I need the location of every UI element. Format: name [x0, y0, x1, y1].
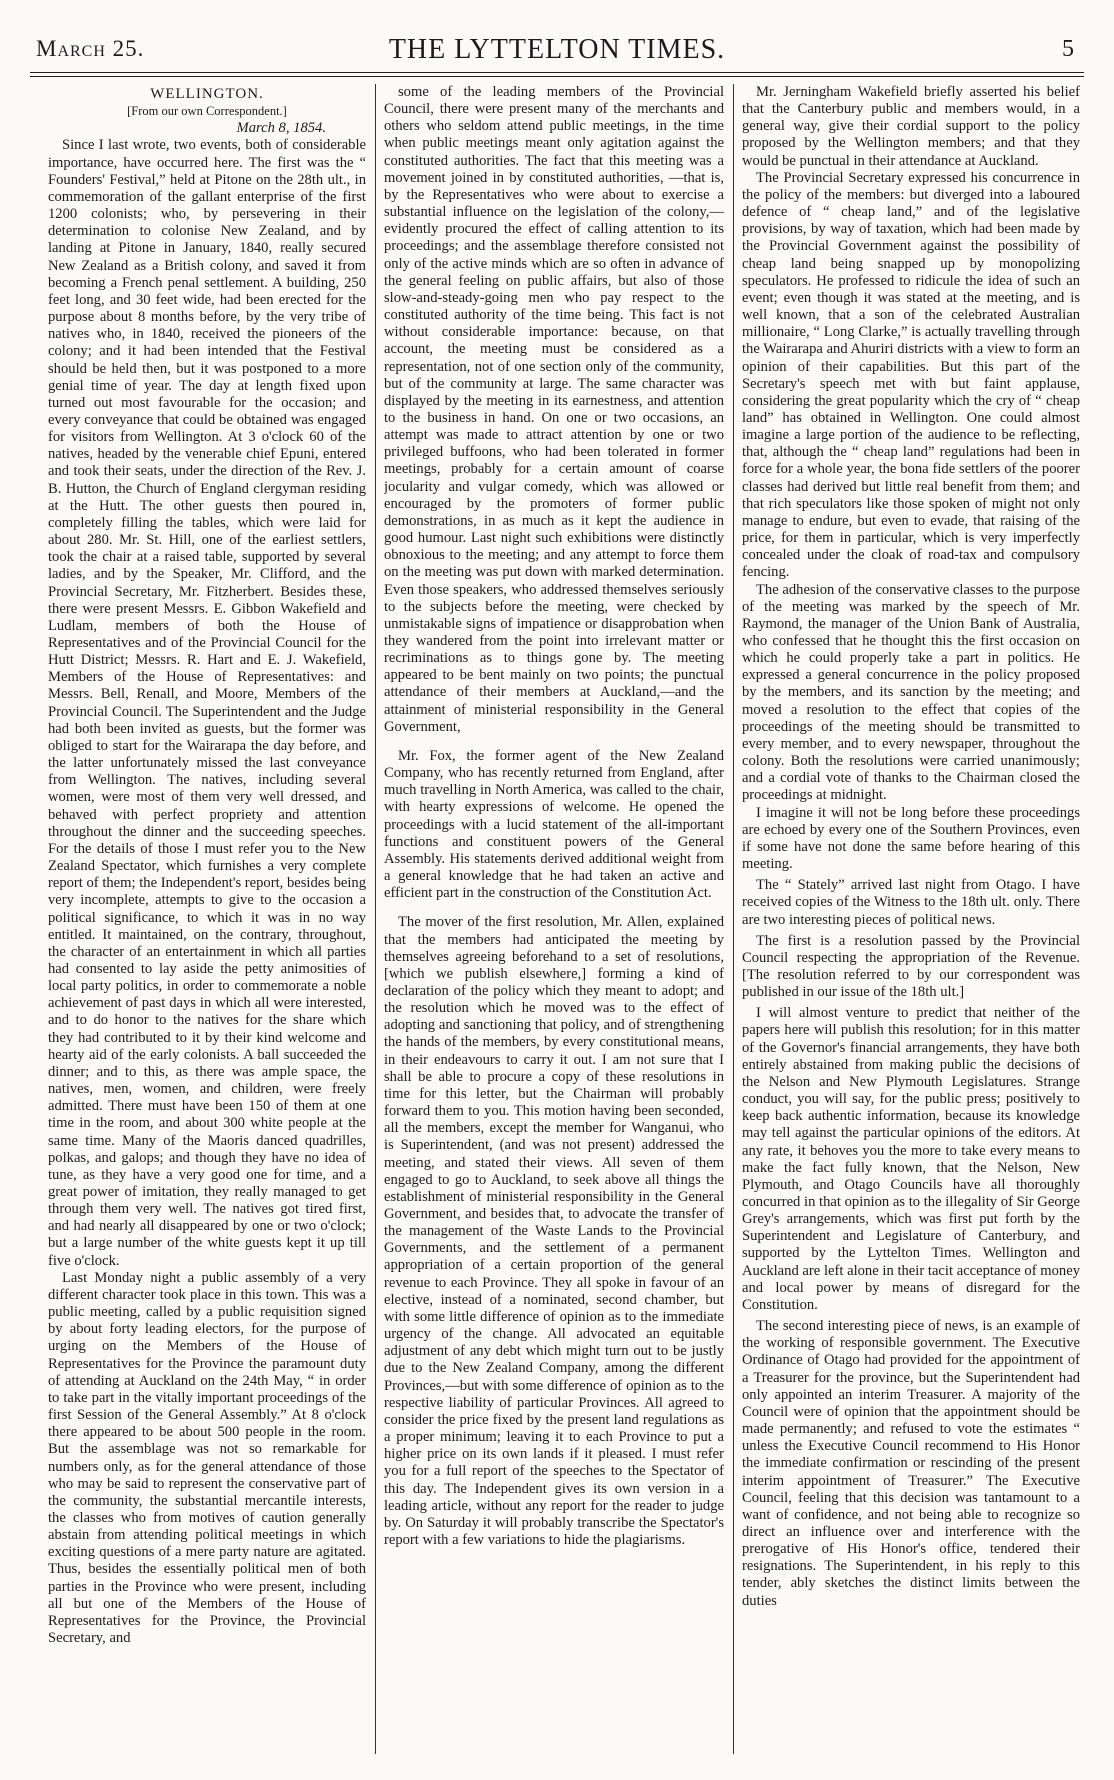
paragraph: I imagine it will not be long before these proceedings are echoed by every one of the Southern Provinces, even if some have not done the same before hearing of this meeting. — [742, 804, 1080, 873]
column-3 — [742, 84, 1080, 1764]
paragraph: Mr. Fox, the former agent of the New Zealand Company, who has recently returned from England, after much travelling in North America, was called to the chair, with hearty expressions of welcome. He opened the proceedings with a lucid statement of the all-important functions and constituent powers of the General Assembly. His statements derived additional weight from a general knowledge that he had taken an active and efficient part in the construction of the Constitution Act. — [384, 747, 724, 902]
newspaper-title: THE LYTTELTON TIMES. — [388, 34, 726, 65]
paragraph: I will almost venture to predict that neither of the papers here will publish this resolution; for in this matter of the Governor's financial arrangements, they have both entirely abstained from making public the decisions of the Nelson and New Plymouth Legislatures. Strange conduct, you will say, for the public press; positively to keep back authentic information, because its knowledge may tell against the particular opinions of the editors. At any rate, it behoves you the more to take every means to make the fact fully known, that the Nelson, New Plymouth, and Otago Councils have all thoroughly concurred in that opinion as to the illegality of Sir George Grey's arrangements, which was first put forth by the Superintendent and Legislature of Canterbury, and supported by the Lyttelton Times. Wellington and Auckland are left alone in their tacit acceptance of money and local power by means of disregard for the Constitution. — [742, 1005, 1080, 1313]
page-number: 5 — [1062, 36, 1074, 62]
article-heading: WELLINGTON. — [150, 86, 264, 102]
column-divider-2 — [733, 84, 734, 1754]
column-divider-1 — [375, 84, 376, 1754]
paragraph: Since I last wrote, two events, both of considerable importance, have occurred here. The first was the “ Founders' Festival,” held at Pitone on the 28th ult., in commemoration of the gallant enterprise of the first 1200 colonists; who, by persevering in their determination to colonise New Zealand, and by landing at Pitone in January, 1840, really secured New Zealand as a British colony, and saved it from becoming a French penal settlement. A building, 250 feet long, and 30 feet wide, had been erected for the purpose about 8 months before, by the very tribe of natives who, in 1840, received the pioneers of the colony; and it had been intended that the Festival should be held then, but it was postponed to a more genial time of year. The day at length fixed upon turned out most favourable for the occasion; and every conveyance that could be obtained was engaged for visitors from Wellington. At 3 o'clock 60 of the natives, headed by the venerable chief Epuni, entered and took their seats, under the direction of the Rev. J. B. Hutton, the Church of England clergyman residing at the Hutt. The other guests then poured in, completely filling the tables, which were laid for about 280. Mr. St. Hill, one of the earliest settlers, took the chair at a raised table, supported by several ladies, and by the Speaker, Mr. Clifford, and the Provincial Secretary, Mr. Fitzherbert. Besides these, there were present Messrs. E. Gibbon Wakefield and Ludlam, members of both the House of Representatives and of the Provincial Council for the Hutt District; Messrs. R. Hart and E. J. Wakefield, Members of the House of Representatives: and Messrs. Bell, Renall, and Moore, Members of the Provincial Council. The Superintendent and the Judge had both been invited as guests, but the former was obliged to start for the Wairarapa the day before, and the latter unfortunately missed the last conveyance from Wellington. The natives, including several women, were most of them very well dressed, and behaved with perfect propriety and attention throughout the dinner and the succeeding speeches. For the details of those I must refer you to the New Zealand Spectator, which furnishes a very complete report of them; the Independent's report, besides being very incomplete, attempts to give to the occasion a political significance, to which it was in no way entitled. It maintained, on the contrary, throughout, the character of an entertainment in which all parties had consented to lay aside the petty animosities of local party politics, in order to commemorate a noble achievement of past days in which all were interested, and to do honor to the natives for the share which they had contributed to it by their kind welcome and hearty aid of the early colonists. A ball succeeded the dinner; and to this, as there was ample space, the natives, men, women, and children, were freely admitted. There must have been 150 of them at one time in the room, and about 300 white people at the same time. Many of the Maoris danced quadrilles, polkas, and galops; and though they have no idea of tune, as they have a very good one for time, and a great power of imitation, they really managed to get through them very well. The natives got tired first, and had nearly all disappeared by one or two o'clock; but a large number of the white guests kept it up till five o'clock. — [48, 137, 366, 1269]
article-dateline: March 8, 1854. — [236, 120, 326, 137]
paragraph: The “ Stately” arrived last night from Otago. I have received copies of the Witness to the 18th ult. only. There are two interesting pieces of political news. — [742, 877, 1080, 928]
paragraph: The Provincial Secretary expressed his concurrence in the policy of the members: but diverged into a laboured defence of “ cheap land,” and of the legislative provisions, by way of taxation, which had been made by the Provincial Government against the possibility of cheap land being snapped up by monopolizing speculators. He professed to ridicule the idea of such an event; even though it was stated at the meeting, and is well known, that a son of the celebrated Australian millionaire, “ Long Clarke,” is actually travelling through the Wairarapa and Ahuriri districts with a view to form an opinion of their capabilities. But this part of the Secretary's speech met with but faint applause, considering the great popularity which the cry of “ cheap land” has obtained in Wellington. One could almost imagine a large portion of the audience to be reflecting, that, although the “ cheap land” regulations had been in force for a whole year, the bona fide settlers of the poorer classes had derived but little real benefit from them; and that rich speculators like those spoken of might not only manage to endure, but even to evade, that raising of the price, for them in particular, which is very imperfectly concealed under the cloak of road-tax and compulsory fencing. — [742, 169, 1080, 581]
paragraph: The mover of the first resolution, Mr. Allen, explained that the members had anticipated the meeting by themselves agreeing beforehand to a set of resolutions, [which we publish elsewhere,] forming a kind of declaration of the policy which they meant to adopt; and the resolution which he moved was to the effect of adopting and sanctioning that policy, and of strengthening the hands of the members, by every constitutional means, in their endeavours to carry it out. I am not sure that I shall be able to procure a copy of these resolutions in time for this letter, but the Chairman will probably forward them to you. This motion having been seconded, all the members, except the member for Wanganui, who is Superintendent, (and was not present) addressed the meeting, and stated their views. All seven of them engaged to go to Auckland, to seek above all things the establishment of ministerial responsibility in the General Government, and besides that, to advocate the transfer of the management of the Waste Lands to the Provincial Governments, and the settlement of a permanent appropriation of a certain proportion of the general revenue to each Province. They all spoke in favour of an elective, instead of a nominated, second chamber, but with some little difference of opinion as to the immediate urgency of the change. All advocated an equitable adjustment of any debt which might turn out to be justly due to the New Zealand Company, among the different Provinces,—but with some difference of opinion as to the respective liability of particular Provinces. All agreed to consider the price fixed by the present land regulations as a proper minimum; leaving it to each Province to put a higher price on its own lands if it pleased. I must refer you for a full report of the speeches to the Spectator of this day. The Independent gives its own version in a leading article, without any report for the reader to judge by. On Saturday it will probably transcribe the Spectator's report with a few variations to hide the plagiarisms. — [384, 914, 724, 1548]
column-1 — [48, 84, 366, 1764]
paragraph: The adhesion of the conservative classes to the purpose of the meeting was marked by the speech of Mr. Raymond, the manager of the Union Bank of Australia, who confessed that he thought this the first occasion on which he could properly take a part in politics. He expressed a general concurrence in the policy proposed by the members, and its sanction by the meeting; and moved a resolution to the effect that copies of the proceedings of the meeting should be transmitted to every member, and to every newspaper, throughout the colony. Both the resolutions were carried unanimously; and a cordial vote of thanks to the Chairman closed the proceedings at midnight. — [742, 581, 1080, 804]
masthead-rule-thin — [30, 76, 1084, 77]
column-2 — [384, 84, 724, 1764]
article-byline: [From our own Correspondent.] — [127, 104, 287, 119]
masthead — [30, 34, 1084, 64]
paragraph: Mr. Jerningham Wakefield briefly asserted his belief that the Canterbury public and members would, in a general way, give their cordial support to the policy proposed by the Wellington members; and that they would be punctual in their attendance at Auckland. — [742, 84, 1080, 169]
paragraph: Last Monday night a public assembly of a very different character took place in this town. This was a public meeting, called by a public requisition signed by about forty leading electors, for the purpose of urging on the Members of the House of Representatives for the Province the paramount duty of attending at Auckland on the 24th May, “ in order to take part in the vitally important proceedings of the first Session of the General Assembly.” At 8 o'clock there appeared to be about 500 people in the room. But the assemblage was not so remarkable for numbers only, as for the general attendance of those who may be said to represent the conservative part of the community, the substantial mercantile interests, the classes who from motives of caution generally abstain from attending political meetings in which exciting questions of a mere party nature are agitated. Thus, besides the essentially political men of both parties in the Province who were present, including all but one of the Members of the House of Representatives for the Province, the Provincial Secretary, and — [48, 1269, 366, 1647]
paragraph: some of the leading members of the Provincial Council, there were present many of the merchants and others who seldom attend public meetings, in the time when public meetings meant only agitation against the constituted authorities. The fact that this meeting was a movement joined in by constituted authorities, —that is, by the Representatives who were about to exercise a substantial influence on the legislation of the colony,—evidently procured the effect of calling attention to its proceedings; and the assemblage therefore consisted not only of the active minds which are so often in advance of the general feeling on public affairs, but also of those slow-and-steady-going men who pay respect to the constituted authority of the time being. This fact is not without considerable importance: because, on that account, the meeting must be considered as a representation, not of one section only of the community, but of the community at large. The same character was displayed by the meeting in its earnestness, and attention to the business in hand. On one or two occasions, an attempt was made to attract attention by one or two privileged buffoons, who had been tolerated in former meetings, probably for a certain amount of coarse jocularity and vulgar comedy, which was allowed or encouraged by the promoters of former public demonstrations, in as much as it kept the audience in good humour. Last night such exhibitions were distinctly obnoxious to the meeting; and any attempt to force them on the meeting was put down with marked determination. Even those speakers, who addressed themselves seriously to the subjects before the meeting, were checked by unmistakable signs of impatience or disapprobation when they wandered from the point into irrelevant matter or recriminations as to things gone by. The meeting appeared to be bent mainly on two points; the punctual attendance of their members at Auckland,—and the attainment of ministerial responsibility in the General Government, — [384, 84, 724, 735]
paragraph: The second interesting piece of news, is an example of the working of responsible government. The Executive Ordinance of Otago had provided for the appointment of a Treasurer for the province, but the Superintendent had only appointed an interim Treasurer. A majority of the Council were of opinion that the appointment should be made permanently; and refused to vote the estimates “ unless the Executive Council recommend to His Honor the immediate confirmation or rescinding of the present interim appointment of Treasurer.” The Executive Council, feeling that this decision was tantamount to a want of confidence, and not being able to recognize so direct an influence over and interference with the prerogative of His Honor's office, tendered their resignations. The Superintendent, in his reply to this tender, ably sketches the distinct limits between the duties — [742, 1318, 1080, 1609]
paragraph: The first is a resolution passed by the Provincial Council respecting the appropriation of the Revenue. [The resolution referred to by our correspondent was published in our issue of the 18th ult.] — [742, 932, 1080, 1001]
masthead-rule-thick — [30, 72, 1084, 73]
issue-date: March 25. — [36, 36, 145, 61]
